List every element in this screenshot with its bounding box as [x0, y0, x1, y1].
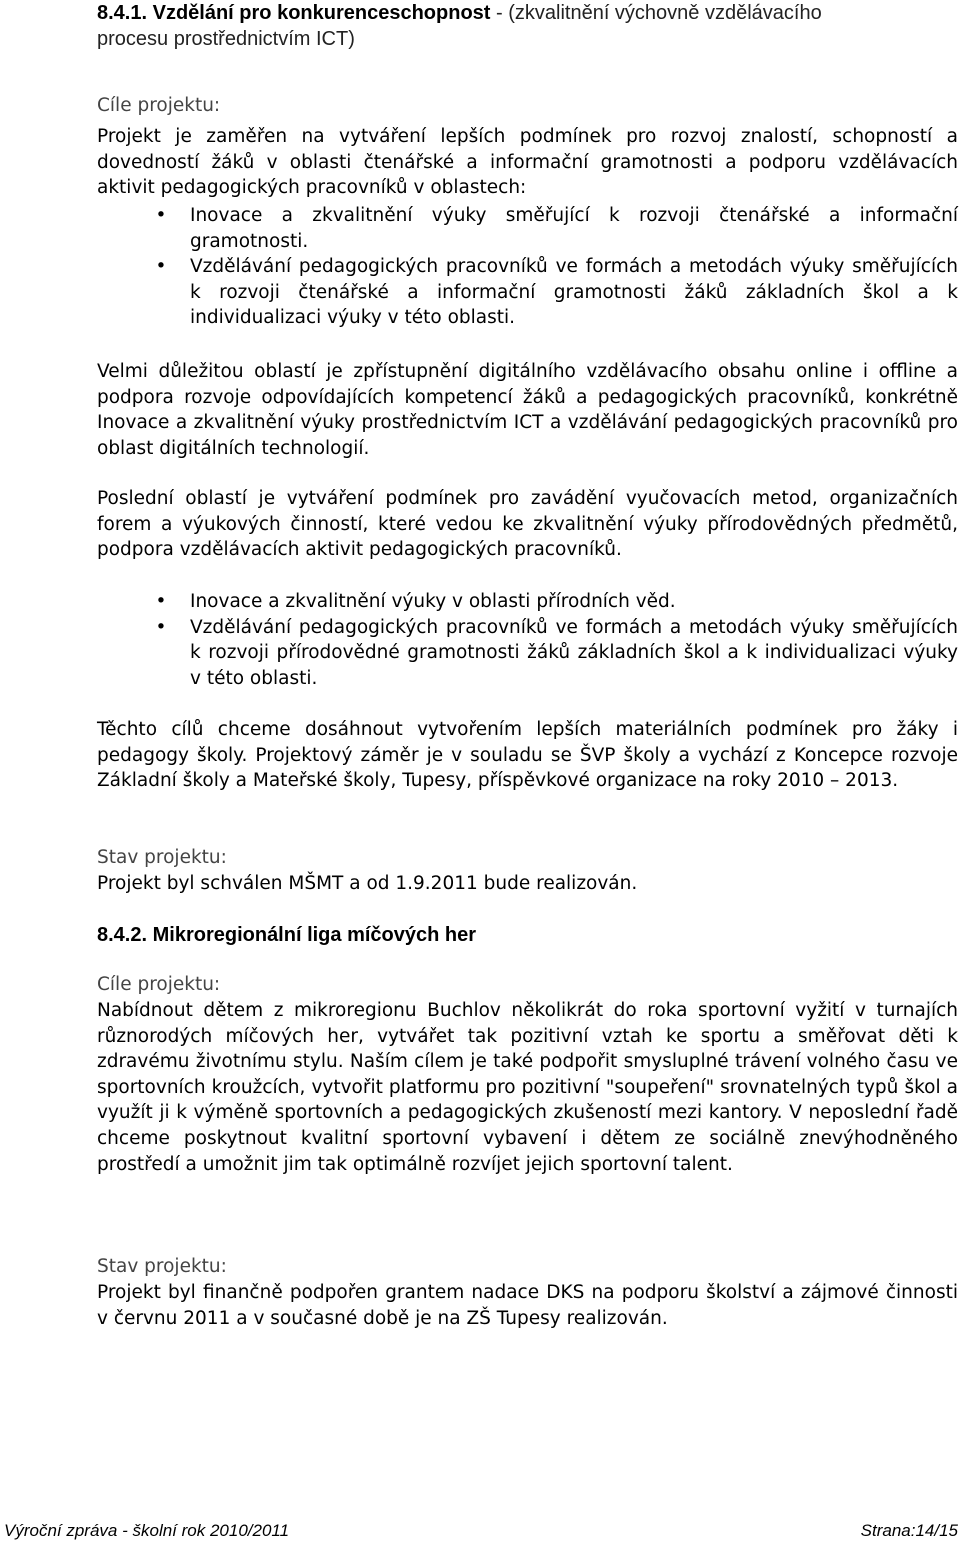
section-heading-8-4-2: [97, 922, 476, 948]
list-item: • Vzdělávání pedagogických pracovníků ve formách a metodách výuky směřujících k rozvoji přírodovědné gramotnosti žáků základních škol a k individualizaci výuky v této oblasti.: [155, 616, 958, 689]
bullet-icon: •: [155, 205, 167, 226]
section-number: 8.4.1.: [97, 2, 148, 24]
status-label: Stav projektu:: [97, 847, 227, 868]
status-label: Stav projektu:: [97, 1256, 227, 1277]
section2-status: Projekt byl finančně podpořen grantem nadace DKS na podporu školství a zájmové činnosti v červnu 2011 a v současné době je na ZŠ Tupesy realizován.: [97, 1282, 958, 1329]
section1-paragraph-2: Velmi důležitou oblastí je zpřístupnění digitálního vzdělávacího obsahu online i offline a podpora rozvoje odpovídajících kompetencí žáků a pedagogických pracovníků, konkrétně Inovace a zkvalitnění výuky prostřednictvím ICT a vzdělávání pedagogických pracovníků pro oblast digitálních technologií.: [97, 361, 958, 459]
section1-paragraph-3: Poslední oblastí je vytváření podmínek pro zavádění vyučovacích metod, organizačních forem a výukových činností, které vedou ke zkvalitnění výuky přírodovědných předmětů, podpora vzdělávacích aktivit pedagogických pracovníků.: [97, 488, 958, 561]
section2-goals: Nabídnout dětem z mikroregionu Buchlov několikrát do roka sportovní vyžití v turnajích různorodých míčových her, vytvářet tak pozitivní vztah ke sportu a směřovat děti k zdravému životnímu stylu. Naším cílem je také podpořit smysluplné trávení volného času ve sportovních kroužcích, vytvořit platformu pro pozitivní "soupeření" srovnatelných typů škol a využít ji k výměně sportovních a pedagogických zkušeností mezi kantory. V neposlední řadě chceme poskytnout kvalitní sportovní vybavení i dětem ze sociálně znevýhodněného prostředí a umožnit jim tak optimálně rozvíjet jejich sportovní talent.: [97, 1000, 958, 1175]
section1-bullet-list-1: [97, 203, 958, 331]
section1-intro: Projekt je zaměřen na vytváření lepších podmínek pro rozvoj znalostí, schopností a dovedností žáků v oblasti čtenářské a informační gramotnosti a podporu vzdělávacích aktivit pedagogických pracovníků v oblastech:: [97, 126, 958, 199]
footer-page-number: Strana:14/15: [860, 1521, 958, 1540]
footer-report-title: Výroční zpráva - školní rok 2010/2011: [4, 1521, 290, 1540]
section-title: Vzdělání pro konkurenceschopnost: [152, 2, 491, 24]
page-footer: [4, 1521, 958, 1541]
bullet-icon: •: [155, 616, 167, 638]
section-subtitle: - (zkvalitnění výchovně vzdělávacího procesu prostřednictvím ICT): [97, 2, 822, 50]
section1-paragraph-4: Těchto cílů chceme dosáhnout vytvořením lepších materiálních podmínek pro žáky i pedagogy školy. Projektový záměr je v souladu se ŠVP školy a vychází z Koncepce rozvoje Základní školy a Mateřské školy, Tupesy, příspěvkové organizace na roky 2010 – 2013.: [97, 719, 958, 792]
list-item: • Inovace a zkvalitnění výuky v oblasti přírodních věd.: [97, 589, 958, 615]
section-heading-8-4-1: [97, 0, 877, 52]
section-title: Mikroregionální liga míčových her: [152, 924, 477, 946]
list-item: • Vzdělávání pedagogických pracovníků ve formách a metodách výuky směřujících k rozvoji čtenářské a informační gramotnosti žáků základních škol a k individualizaci výuky v této oblasti.: [155, 256, 958, 329]
section1-bullet-list-2: [97, 589, 958, 691]
goals-label: Cíle projektu:: [97, 95, 221, 116]
section1-status: Projekt byl schválen MŠMT a od 1.9.2011 bude realizován.: [97, 873, 638, 894]
section-number: 8.4.2.: [97, 924, 148, 946]
bullet-icon: •: [155, 256, 167, 278]
list-item: • Inovace a zkvalitnění výuky směřující k rozvoji čtenářské a informační gramotnosti.: [155, 205, 958, 252]
goals-label: Cíle projektu:: [97, 974, 221, 995]
bullet-icon: •: [155, 591, 167, 612]
